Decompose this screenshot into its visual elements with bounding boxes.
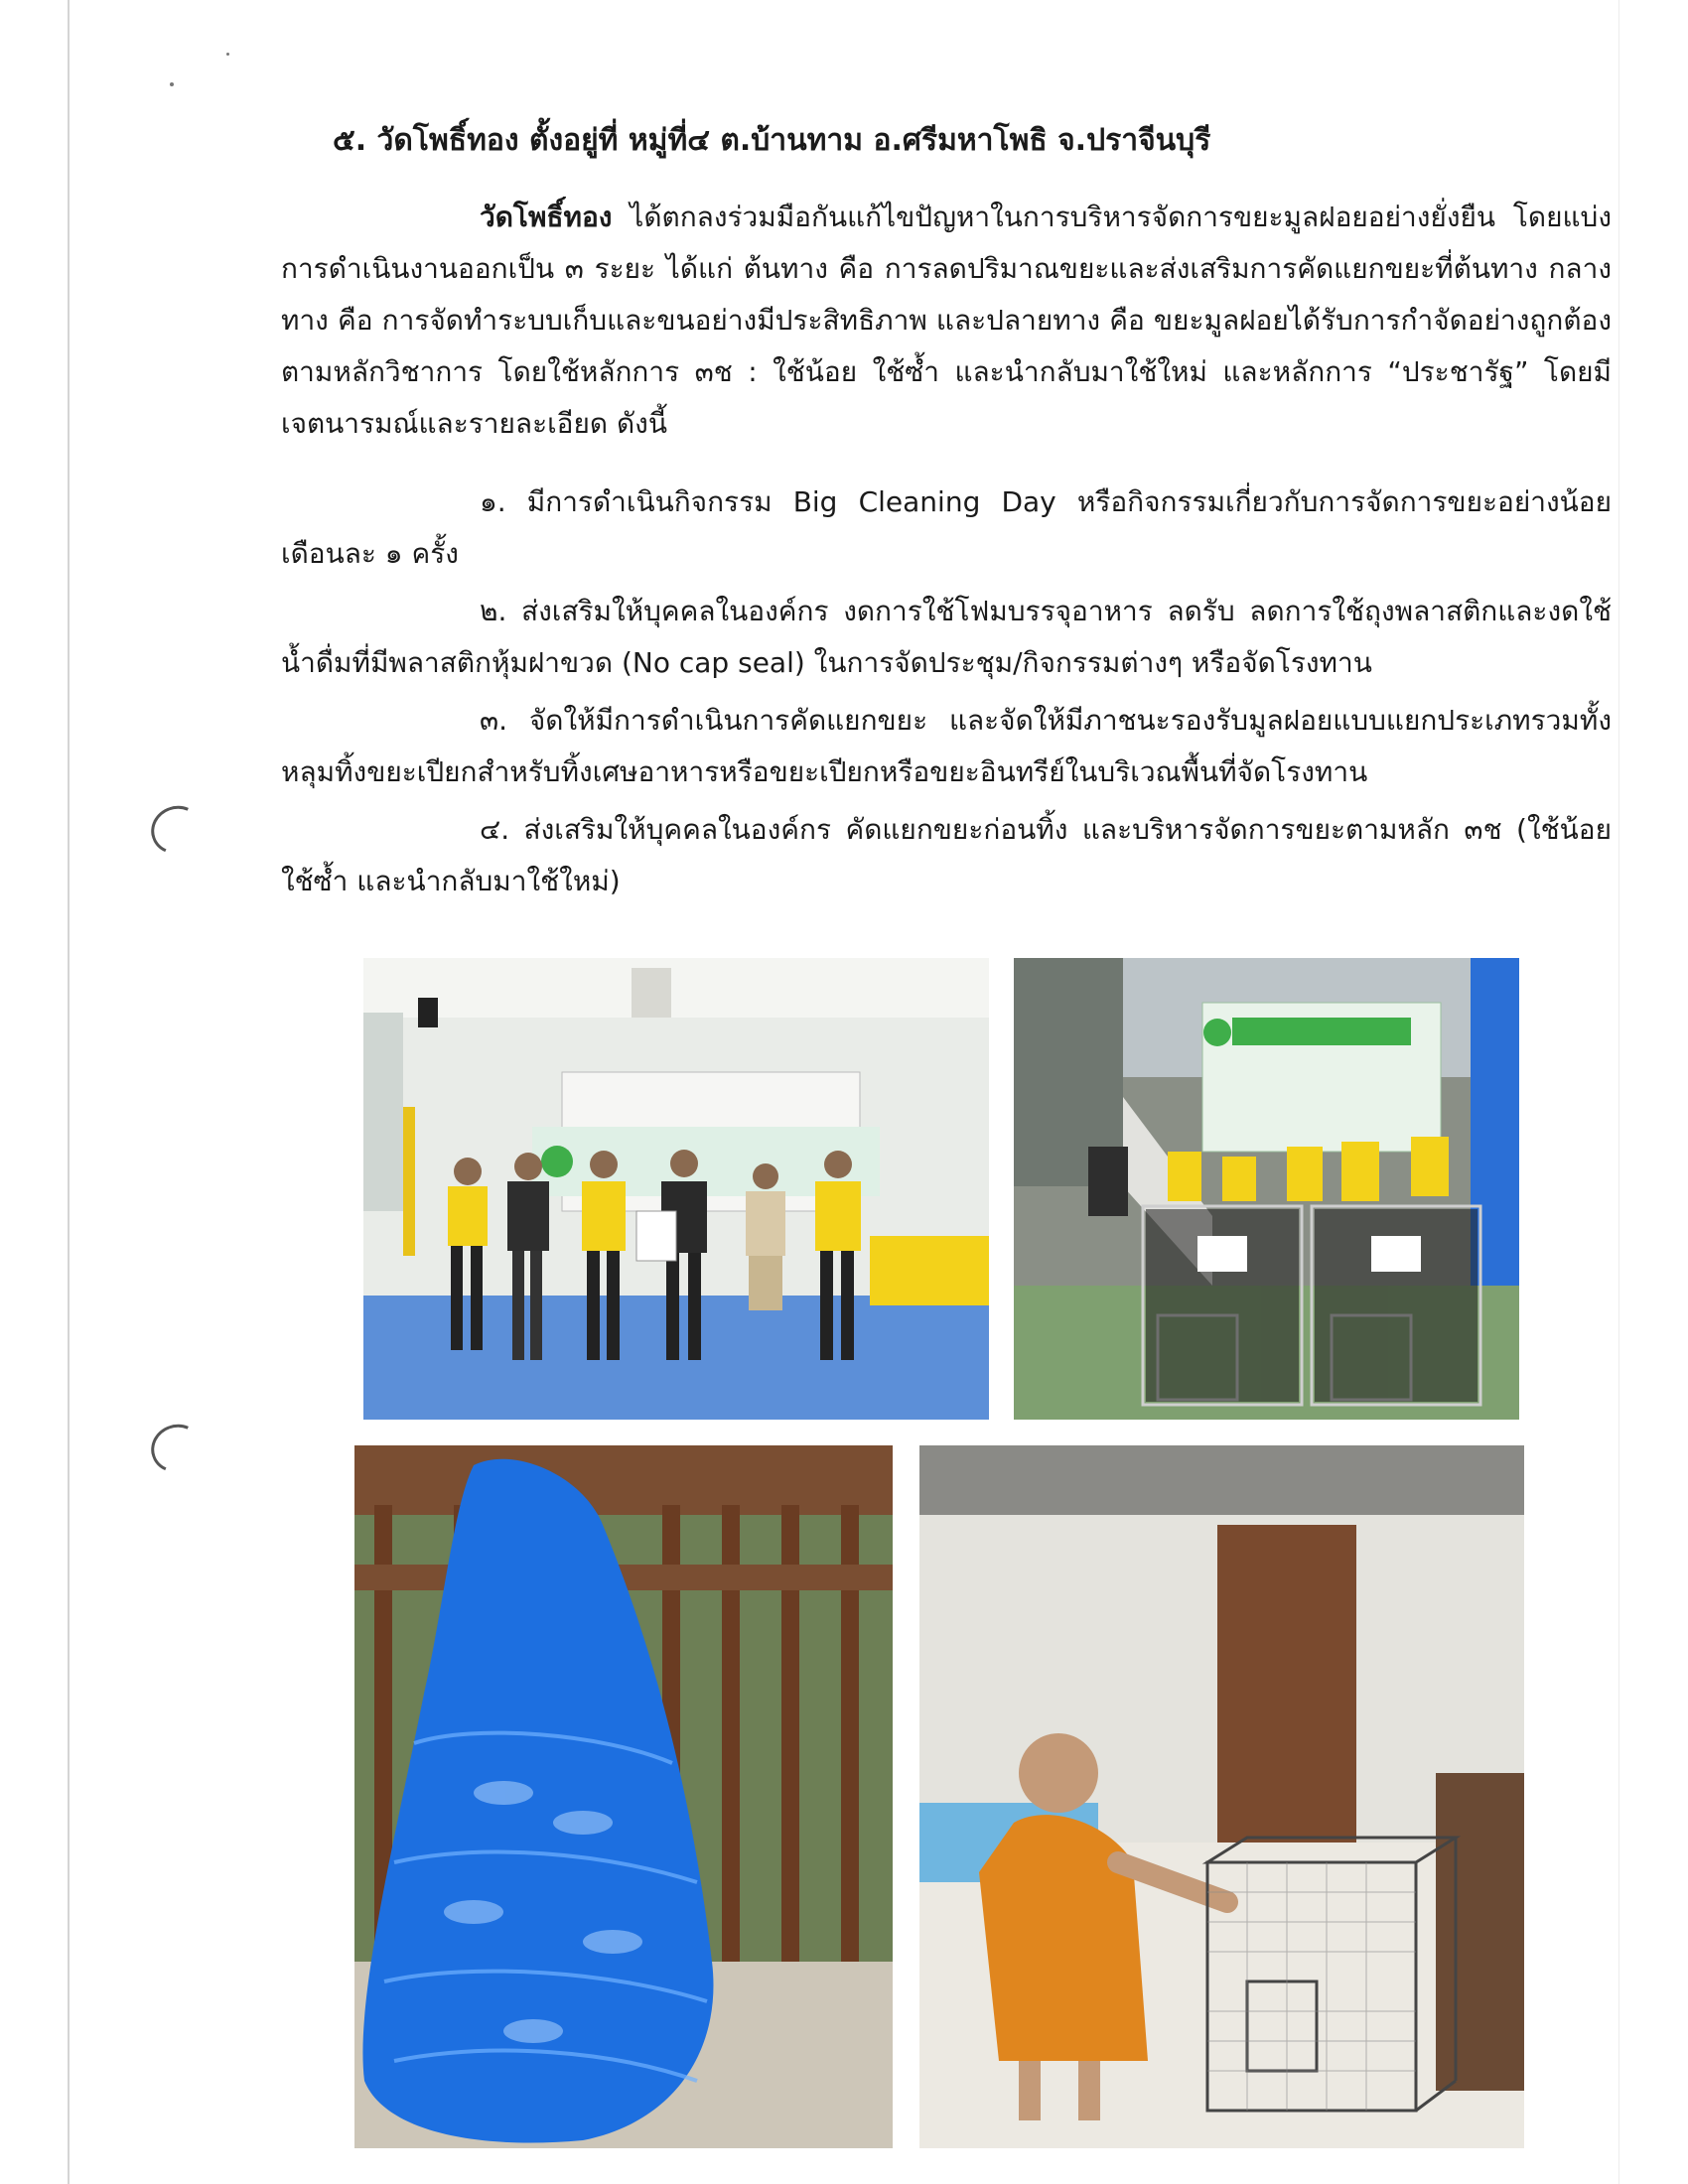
intro-text: ได้ตกลงร่วมมือกันแก้ไขปัญหาในการบริหารจัดการขยะมูลฝอยอย่างยั่งยืน โดยแบ่งการดำเนินงานออกเป็น ๓ ระยะ ได้แก่ ต้นทาง คือ การลดปริมาณขยะและส่งเสริมการคัดแยกขยะที่ต้นทาง กลางทาง คือ การจัดทำระบบเก็บและขนอย่างมีประสิทธิภาพ และปลายทาง คือ ขยะมูลฝอยได้รับการกำจัดอย่างถูกต้อง ตามหลักวิชาการ โดยใช้หลักการ ๓ช : ใช้น้อย ใช้ซ้ำ และนำกลับมาใช้ใหม่ และหลักการ “ประชารัฐ” โดยมีเจตนารมณ์และรายละเอียด ดังนี้ [281,201,1612,440]
scan-speck [226,53,229,56]
list-item-2: ๒. ส่งเสริมให้บุคคลในองค์กร งดการใช้โฟมบรรจุอาหาร ลดรับ ลดการใช้ถุงพลาสติกและงดใช้น้ำดื่มที่มีพลาสติกหุ้มฝาขวด (No cap seal) ในการจัดประชุม/กิจกรรมต่างๆ หรือจัดโรงทาน [281,595,1612,679]
punch-hole [144,1418,209,1480]
list-item-4: ๔. ส่งเสริมให้บุคคลในองค์กร คัดแยกขยะก่อนทิ้ง และบริหารจัดการขยะตามหลัก ๓ช (ใช้น้อย ใช้ซ้ำ และนำกลับมาใช้ใหม่) [281,813,1612,897]
intro-paragraph [281,192,1612,450]
photo-plastic-bottle-bag [354,1445,893,2148]
photo-signing-ceremony [363,958,989,1420]
scan-speck [170,82,174,86]
page-scan-edge-right [1618,0,1619,2184]
page-scan-edge-left [68,0,70,2184]
temple-name: วัดโพธิ์ทอง [480,201,613,233]
list-item-1: ๑. มีการดำเนินกิจกรรม Big Cleaning Day หรือกิจกรรมเกี่ยวกับการจัดการขยะอย่างน้อยเดือนละ ๑ ครั้ง [281,485,1612,570]
section-heading: ๕. วัดโพธิ์ทอง ตั้งอยู่ที่ หมู่ที่๔ ต.บ้านทาม อ.ศรีมหาโพธิ จ.ปราจีนบุรี [333,123,1211,158]
list-item-3: ๓. จัดให้มีการดำเนินการคัดแยกขยะ และจัดให้มีภาชนะรองรับมูลฝอยแบบแยกประเภทรวมทั้งหลุมทิ้งขยะเปียกสำหรับทิ้งเศษอาหารหรือขยะเปียกหรือขยะอินทรีย์ในบริเวณพื้นที่จัดโรงทาน [281,704,1612,788]
punch-hole [144,799,209,862]
photo-monk-with-bin [919,1445,1524,2148]
photo-waste-bins-banner [1014,958,1519,1420]
